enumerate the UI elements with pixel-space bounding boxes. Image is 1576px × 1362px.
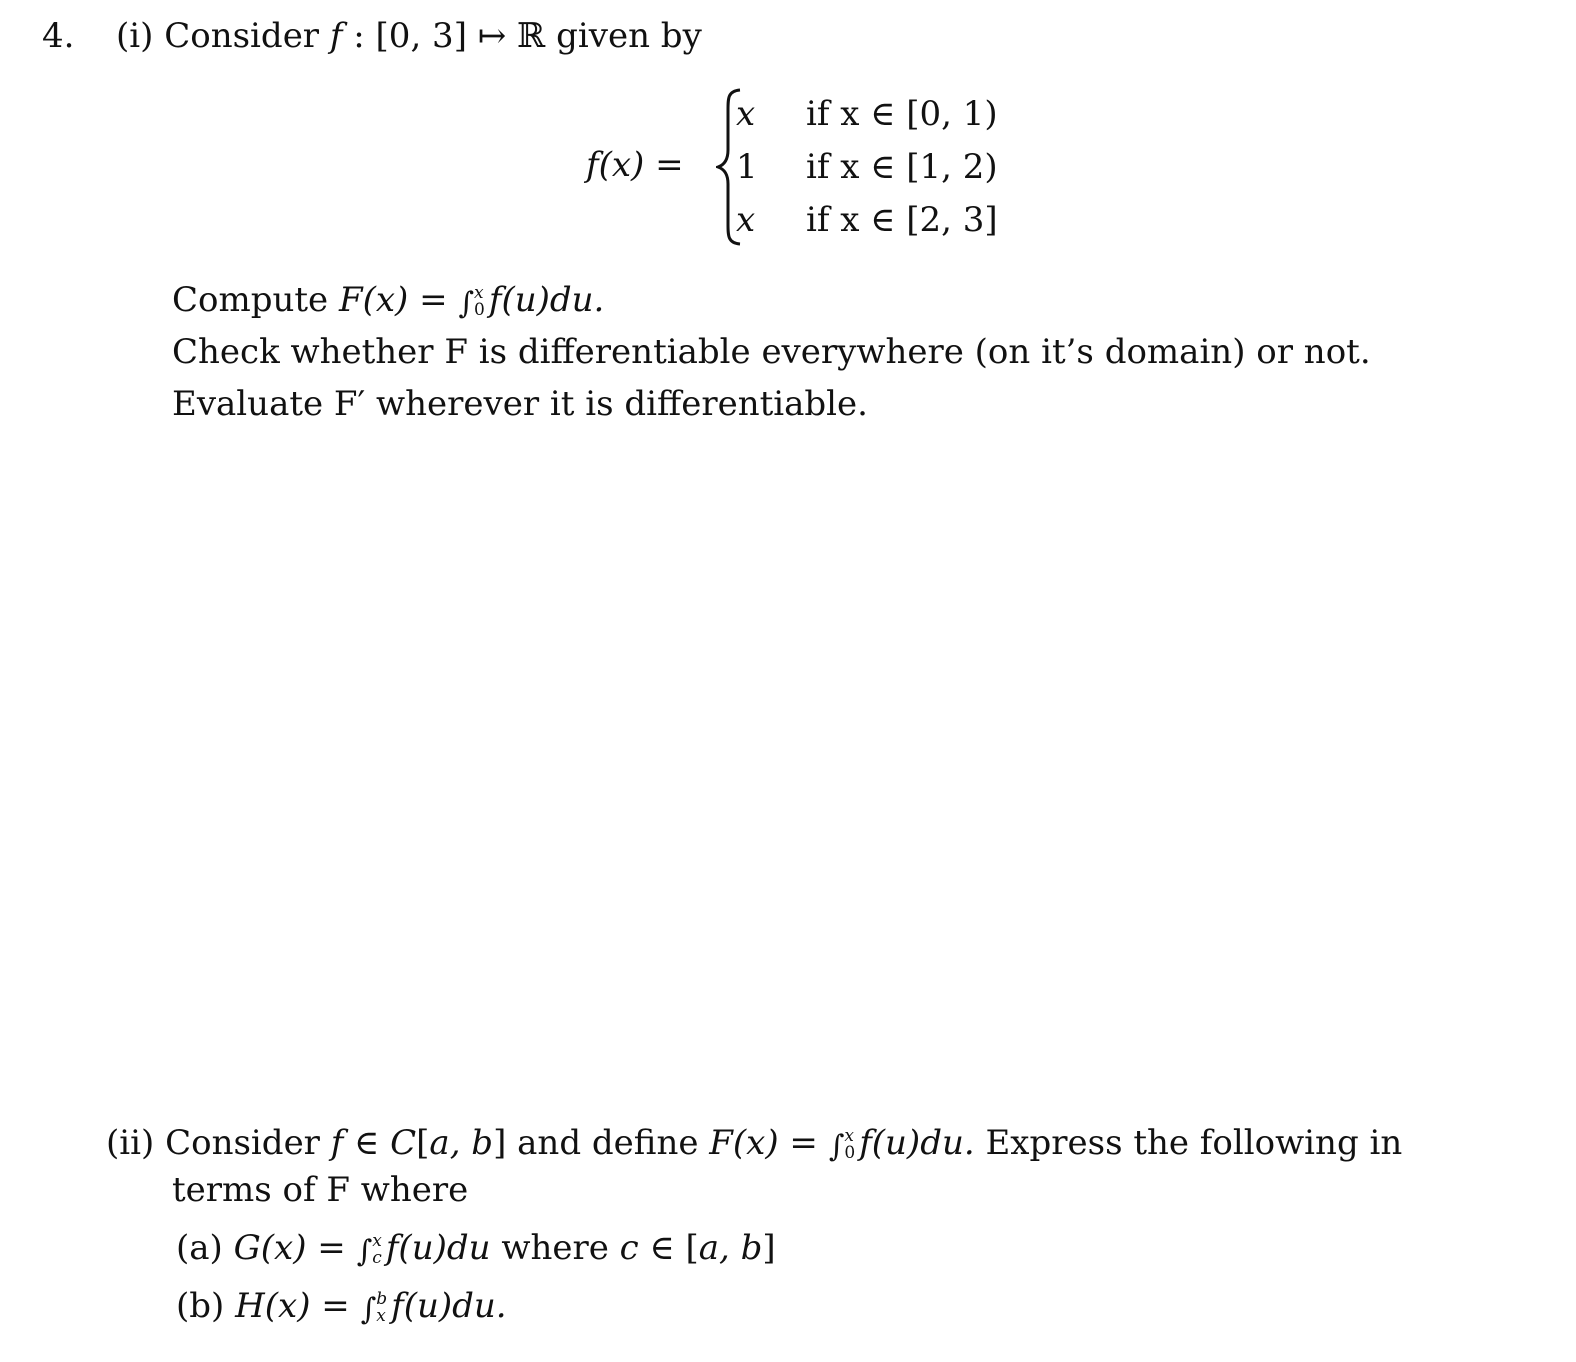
integral-F-definition: F(x) = ∫ x 0 f(u)du. xyxy=(709,1123,975,1164)
case-value-2: 1 xyxy=(736,147,758,187)
compute-line xyxy=(172,280,604,320)
part-ii-intro: Consider xyxy=(165,1123,320,1163)
part-ii-label: (ii) xyxy=(106,1123,155,1163)
item-a-where: where xyxy=(501,1228,609,1268)
case-condition-2: if x ∈ [1, 2) xyxy=(806,147,998,187)
item-b xyxy=(176,1286,507,1326)
continuity-condition: f ∈ C[a, b] xyxy=(330,1123,507,1163)
part-ii-line-1 xyxy=(106,1123,1402,1163)
item-a-label: (a) xyxy=(176,1228,223,1268)
integral-G-expression: G(x) = ∫ x c f(u)du xyxy=(233,1228,491,1269)
case-value-1: x xyxy=(736,94,756,134)
problem-number: 4. xyxy=(42,16,75,56)
integral-F-expression: F(x) = ∫ x 0 f(u)du. xyxy=(338,280,605,321)
task-evaluate-derivative: Evaluate F′ wherever it is differentiable. xyxy=(172,384,868,424)
part-ii-continuation: terms of F where xyxy=(172,1170,469,1210)
function-signature: f : [0, 3] ↦ ℝ xyxy=(329,16,546,56)
integral-H-expression: H(x) = ∫ b x f(u)du. xyxy=(235,1286,507,1327)
part-i-label: (i) xyxy=(116,16,154,56)
item-b-label: (b) xyxy=(176,1286,225,1326)
part-i-intro: Consider xyxy=(164,16,320,56)
and-define-text: and define xyxy=(517,1123,699,1163)
given-by-text: given by xyxy=(556,16,702,56)
part-i-header xyxy=(116,16,702,56)
item-a xyxy=(176,1228,776,1268)
case-condition-3: if x ∈ [2, 3] xyxy=(806,200,998,240)
c-interval-condition: c ∈ [a, b] xyxy=(619,1228,776,1268)
case-condition-1: if x ∈ [0, 1) xyxy=(806,94,998,134)
case-value-3: x xyxy=(736,200,756,240)
express-text: Express the following in xyxy=(985,1123,1403,1163)
piecewise-lhs: f(x) = xyxy=(586,145,684,185)
compute-text: Compute xyxy=(172,280,329,320)
task-differentiability: Check whether F is differentiable everywhere (on it’s domain) or not. xyxy=(172,332,1371,372)
